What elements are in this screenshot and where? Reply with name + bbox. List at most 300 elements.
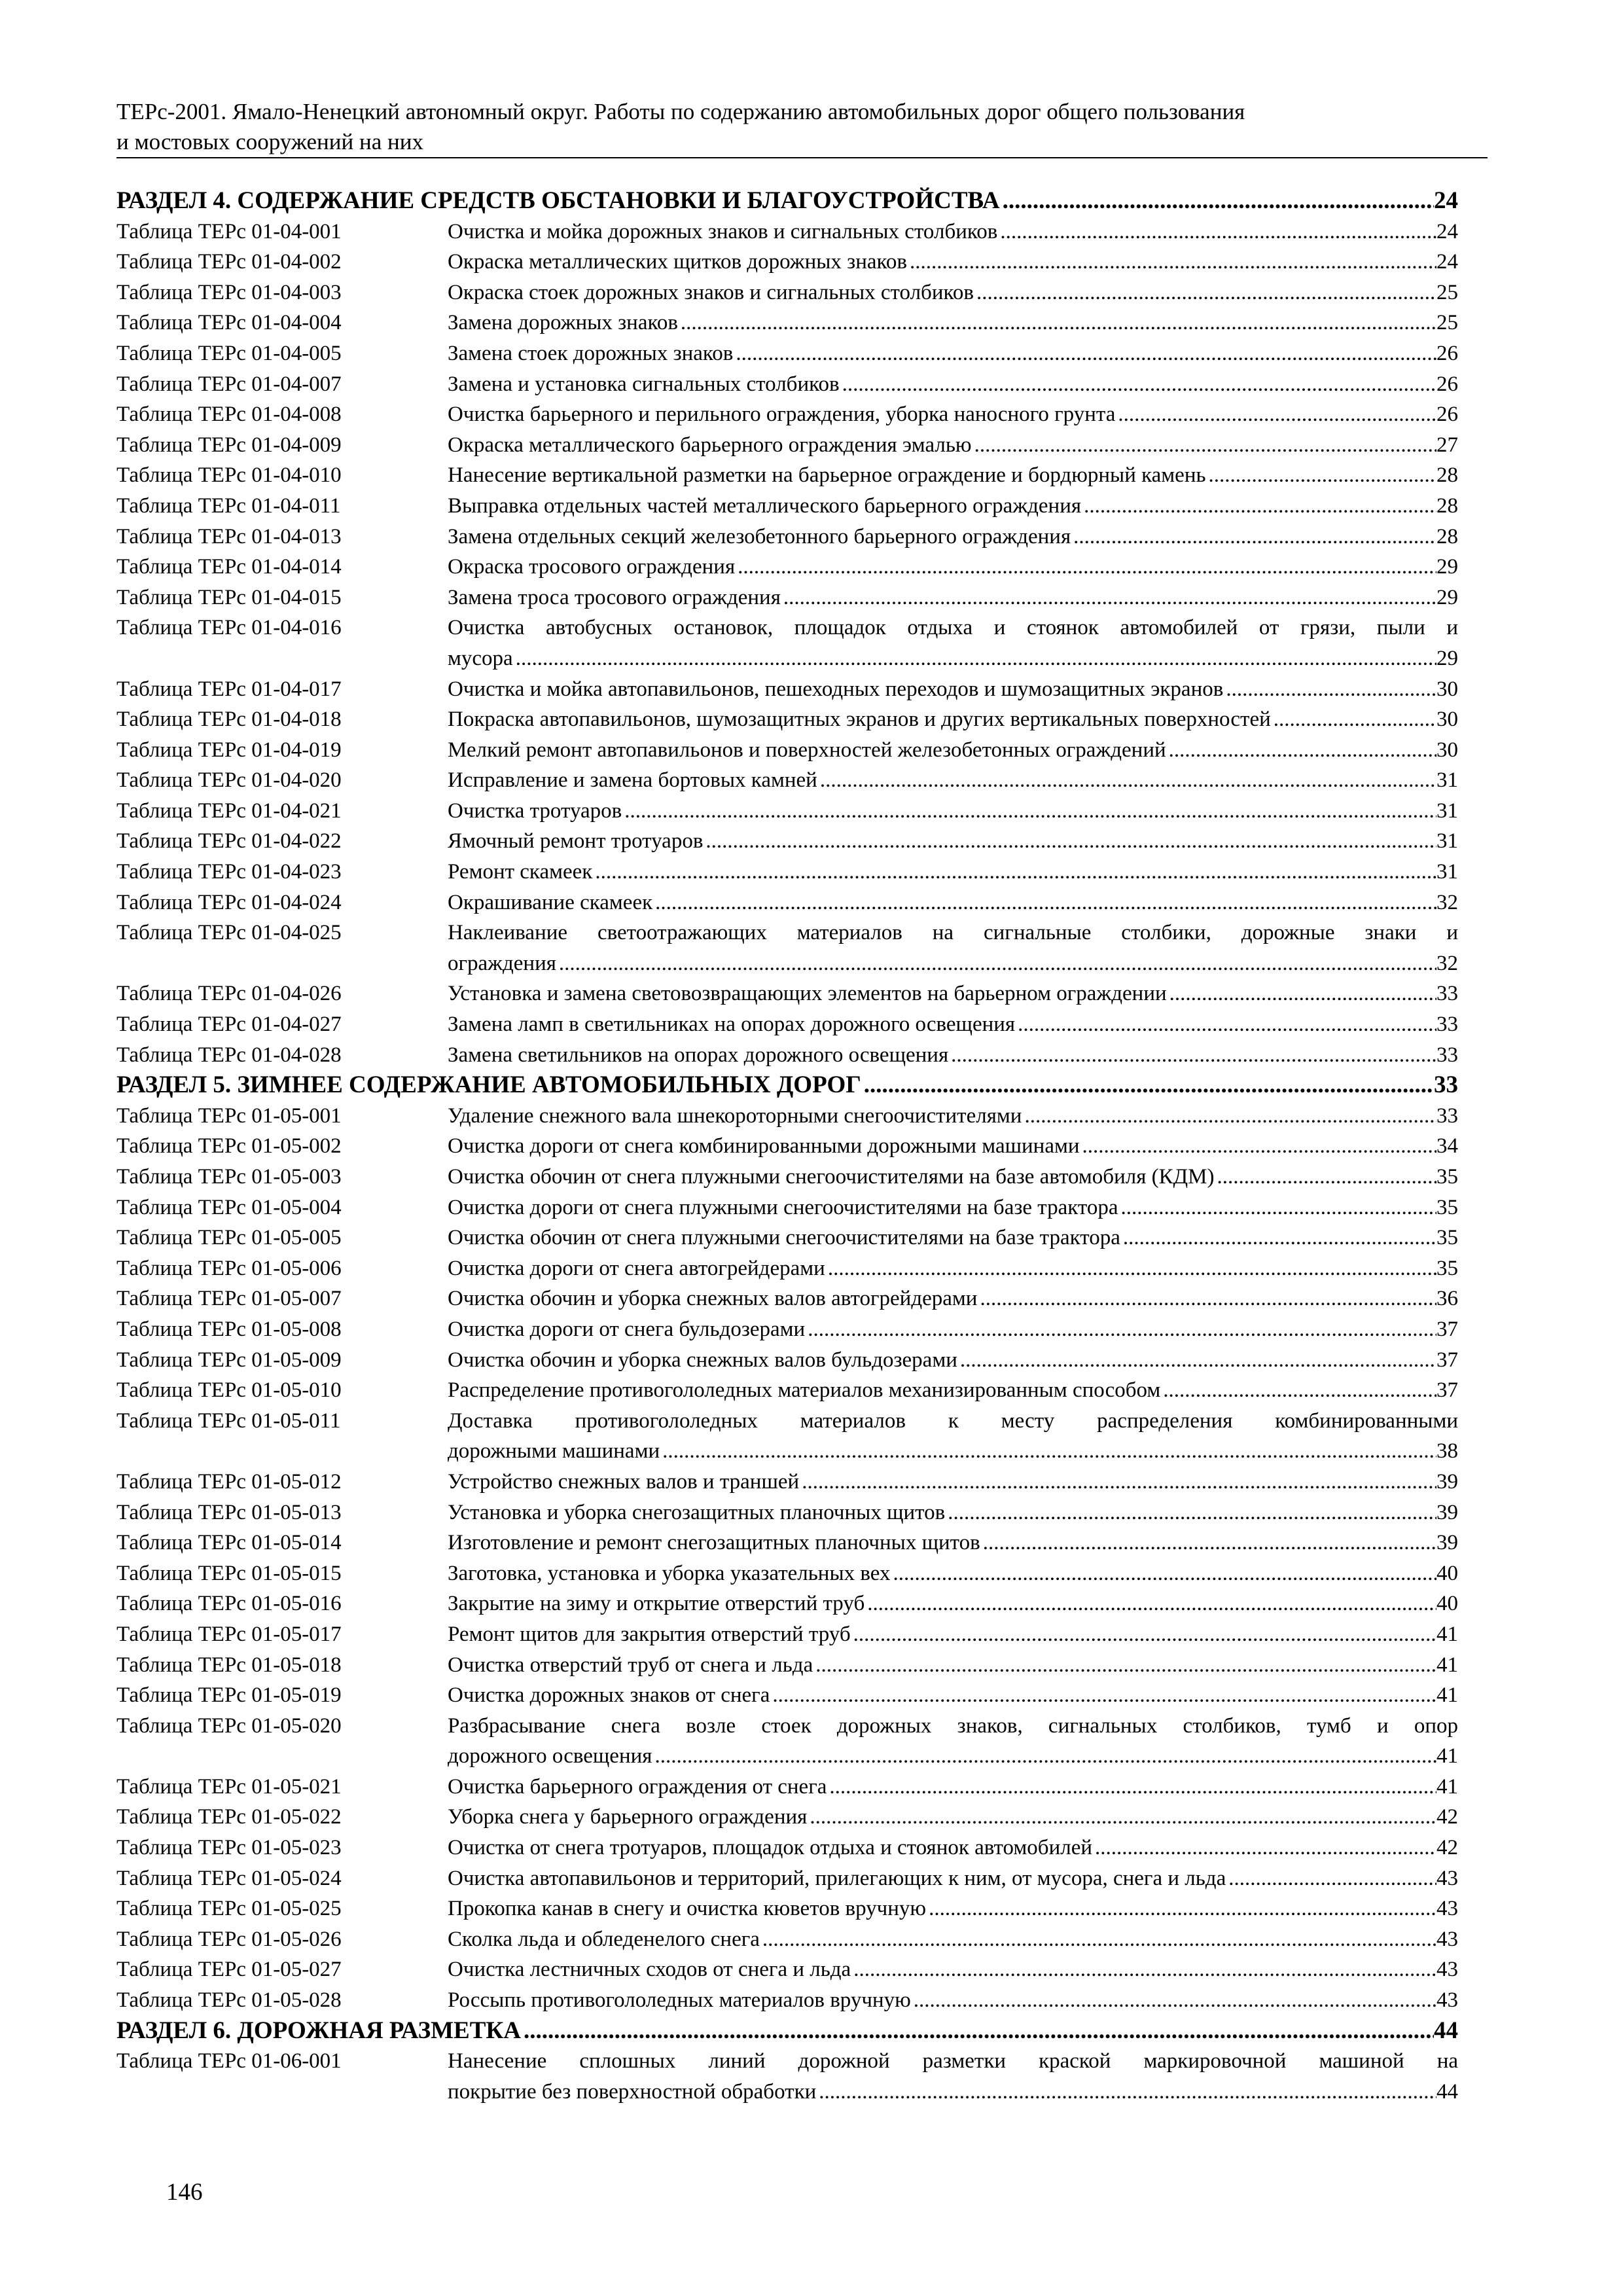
toc-entry[interactable] — [116, 1314, 1458, 1345]
entry-title-line — [448, 491, 1458, 522]
toc-entry[interactable] — [116, 1162, 1458, 1193]
toc-entry[interactable] — [116, 735, 1458, 766]
entry-page-number: 42 — [1436, 1805, 1458, 1829]
entry-title: Замена и установка сигнальных столбиков — [448, 372, 840, 396]
dot-leader — [703, 826, 1436, 857]
dot-leader — [1166, 735, 1436, 766]
dot-leader — [1271, 704, 1436, 735]
toc-entry[interactable] — [116, 1772, 1458, 1803]
dot-leader — [660, 1436, 1436, 1467]
entry-title-block — [448, 978, 1458, 1009]
section-page-number: 44 — [1434, 2017, 1458, 2044]
toc-entry[interactable] — [116, 613, 1458, 673]
entry-table-code: Таблица ТЕРс 01-04-018 — [116, 708, 342, 732]
entry-title-block — [448, 247, 1458, 278]
toc-entry[interactable] — [116, 1680, 1458, 1711]
entry-page-number: 31 — [1436, 798, 1458, 823]
section-page-number: 24 — [1434, 187, 1458, 214]
entry-title-line — [448, 1863, 1458, 1894]
entry-page-number: 31 — [1436, 829, 1458, 853]
entry-title: Замена отдельных секций железобетонного барьерного ограждения — [448, 524, 1071, 548]
entry-title-block — [448, 796, 1458, 827]
dot-leader — [807, 1802, 1436, 1833]
entry-page-number: 30 — [1436, 738, 1458, 762]
entry-page-number: 28 — [1436, 524, 1458, 548]
entry-table-code: Таблица ТЕРс 01-05-005 — [116, 1226, 342, 1250]
entry-title-line — [448, 1009, 1458, 1040]
entry-title: Очистка тротуаров — [448, 798, 622, 823]
entry-title: Удаление снежного вала шнекороторными снегоочистителями — [448, 1103, 1022, 1128]
dot-leader — [972, 430, 1436, 461]
entry-table-code: Таблица ТЕРс 01-05-020 — [116, 1713, 342, 1738]
entry-title-continuation: покрытие без поверхностной обработки — [448, 2079, 817, 2104]
dot-leader — [945, 1498, 1436, 1528]
entry-table-code: Таблица ТЕРс 01-05-025 — [116, 1897, 342, 1921]
toc-entry[interactable] — [116, 583, 1458, 613]
entry-title-block — [448, 1893, 1458, 1924]
entry-table-code: Таблица ТЕРс 01-05-024 — [116, 1866, 342, 1890]
entry-table-code: Таблица ТЕРс 01-04-007 — [116, 372, 342, 396]
entry-title-line — [448, 796, 1458, 827]
entry-table-code: Таблица ТЕРс 01-04-025 — [116, 921, 342, 945]
dot-leader — [817, 765, 1436, 796]
entry-title-block — [448, 1924, 1458, 1955]
entry-title: Выправка отдельных частей металлического барьерного ограждения — [448, 493, 1082, 518]
entry-title-block — [448, 1680, 1458, 1711]
entry-table-code: Таблица ТЕРс 01-05-023 — [116, 1836, 342, 1860]
entry-title: Окраска стоек дорожных знаков и сигнальных столбиков — [448, 280, 974, 304]
entry-title-block — [448, 491, 1458, 522]
entry-title-line — [448, 1650, 1458, 1681]
toc-entry[interactable] — [116, 704, 1458, 735]
entry-title-block — [448, 338, 1458, 369]
entry-title-block — [448, 278, 1458, 308]
toc-entry[interactable] — [116, 1283, 1458, 1314]
entry-title-block — [448, 1101, 1458, 1132]
entry-title-line — [448, 399, 1458, 430]
entry-table-code: Таблица ТЕРс 01-04-001 — [116, 219, 342, 243]
entry-title: Очистка дороги от снега плужными снегоочистителями на базе трактора — [448, 1195, 1118, 1219]
dot-leader — [948, 1040, 1436, 1071]
entry-page-number: 39 — [1436, 1500, 1458, 1524]
entry-title-line — [448, 1772, 1458, 1803]
dot-leader — [813, 1650, 1436, 1681]
entry-page-number: 41 — [1436, 1774, 1458, 1799]
entry-table-code: Таблица ТЕРс 01-05-002 — [116, 1134, 342, 1158]
entry-title-continuation-line — [448, 643, 1458, 674]
entry-page-number: 30 — [1436, 677, 1458, 701]
dot-leader — [1160, 1375, 1436, 1406]
entry-table-code: Таблица ТЕРс 01-04-008 — [116, 403, 342, 427]
dot-leader — [1092, 1833, 1436, 1863]
entry-page-number: 43 — [1436, 1897, 1458, 1921]
dot-leader — [861, 1070, 1434, 1100]
entry-title: Очистка дорожных знаков от снега — [448, 1683, 770, 1708]
entry-title: Очистка дороги от снега комбинированными дорожными машинами — [448, 1134, 1080, 1158]
entry-page-number: 29 — [1436, 585, 1458, 609]
entry-title-line — [448, 1223, 1458, 1253]
dot-leader — [907, 247, 1436, 278]
page-header — [116, 97, 1484, 157]
entry-table-code: Таблица ТЕРс 01-04-026 — [116, 982, 342, 1006]
dot-leader — [805, 1314, 1436, 1345]
entry-title: Замена дорожных знаков — [448, 311, 678, 335]
entry-title-line — [448, 1833, 1458, 1863]
dot-leader — [997, 217, 1436, 247]
entry-title-line — [448, 857, 1458, 888]
dot-leader — [1118, 1193, 1437, 1223]
entry-page-number: 37 — [1436, 1378, 1458, 1403]
entry-table-code: Таблица ТЕРс 01-05-018 — [116, 1653, 342, 1677]
entry-title: Замена стоек дорожных знаков — [448, 341, 734, 365]
toc-entry[interactable] — [116, 1040, 1458, 1071]
entry-title-line — [448, 583, 1458, 613]
dot-leader — [1223, 674, 1436, 705]
toc-entry[interactable] — [116, 1101, 1458, 1132]
dot-leader — [556, 948, 1436, 979]
entry-title-line — [448, 552, 1458, 583]
entry-title-block — [448, 460, 1458, 491]
entry-page-number: 41 — [1436, 1622, 1458, 1646]
entry-title-line — [448, 765, 1458, 796]
entry-title-block — [448, 735, 1458, 766]
entry-title-block — [448, 217, 1458, 247]
toc-entry[interactable] — [116, 2046, 1458, 2107]
entry-title-line — [448, 278, 1458, 308]
entry-title: Замена троса тросового ограждения — [448, 585, 781, 609]
entry-table-code: Таблица ТЕРс 01-04-017 — [116, 677, 342, 701]
entry-title-block — [448, 1802, 1458, 1833]
dot-leader — [781, 583, 1436, 613]
entry-title: Очистка дороги от снега автогрейдерами — [448, 1256, 825, 1280]
entry-title-line — [448, 1619, 1458, 1650]
entry-table-code: Таблица ТЕРс 01-05-008 — [116, 1317, 342, 1341]
toc-entry[interactable] — [116, 1619, 1458, 1650]
entry-page-number: 29 — [1436, 646, 1458, 670]
toc-entry[interactable] — [116, 1345, 1458, 1376]
entry-page-number: 41 — [1436, 1683, 1458, 1708]
entry-title-block — [448, 430, 1458, 461]
entry-title-line — [448, 1588, 1458, 1619]
toc-entry[interactable] — [116, 674, 1458, 705]
entry-page-number: 30 — [1436, 708, 1458, 732]
entry-page-number: 24 — [1436, 219, 1458, 243]
toc-section-heading[interactable] — [116, 1070, 1458, 1101]
entry-table-code: Таблица ТЕРс 01-05-012 — [116, 1469, 342, 1494]
entry-title-line — [448, 1314, 1458, 1345]
section-title: РАЗДЕЛ 6. ДОРОЖНАЯ РАЗМЕТКА — [116, 2017, 521, 2044]
entry-page-number: 43 — [1436, 1927, 1458, 1951]
toc-entry[interactable] — [116, 765, 1458, 796]
entry-table-code: Таблица ТЕРс 01-06-001 — [116, 2049, 342, 2073]
dot-leader — [1022, 1101, 1436, 1132]
toc-entry[interactable] — [116, 1863, 1458, 1894]
entry-title-line — [448, 1680, 1458, 1711]
entry-page-number: 35 — [1436, 1226, 1458, 1250]
entry-title-line — [448, 704, 1458, 735]
toc-entry[interactable] — [116, 1985, 1458, 2016]
toc-entry[interactable] — [116, 217, 1458, 247]
entry-title-line — [448, 430, 1458, 461]
dot-leader — [733, 338, 1436, 369]
entry-title-line — [448, 1498, 1458, 1528]
toc-entry[interactable] — [116, 1558, 1458, 1589]
dot-leader — [652, 1741, 1436, 1772]
entry-title-block — [448, 1314, 1458, 1345]
entry-title: Окрашивание скамеек — [448, 890, 653, 914]
toc-entry[interactable] — [116, 338, 1458, 369]
entry-page-number: 41 — [1436, 1653, 1458, 1677]
entry-page-number: 37 — [1436, 1348, 1458, 1372]
dot-leader — [816, 2077, 1436, 2108]
entry-title-continuation: мусора — [448, 646, 513, 670]
toc-entry[interactable] — [116, 430, 1458, 461]
entry-table-code: Таблица ТЕРс 01-04-016 — [116, 616, 342, 640]
entry-title: Очистка отверстий труб от снега и льда — [448, 1653, 813, 1677]
entry-table-code: Таблица ТЕРс 01-05-007 — [116, 1287, 342, 1311]
entry-title-line — [448, 1131, 1458, 1162]
entry-title: Очистка лестничных сходов от снега и льда — [448, 1958, 851, 1982]
entry-title-block — [448, 918, 1458, 978]
entry-title-continuation-line — [448, 1436, 1458, 1467]
entry-title-line — [448, 978, 1458, 1009]
toc-entry[interactable] — [116, 857, 1458, 888]
toc-entry[interactable] — [116, 460, 1458, 491]
entry-title: Мелкий ремонт автопавильонов и поверхностей железобетонных ограждений — [448, 738, 1166, 762]
entry-table-code: Таблица ТЕРс 01-05-006 — [116, 1256, 342, 1280]
entry-table-code: Таблица ТЕРс 01-04-002 — [116, 250, 342, 274]
entry-page-number: 42 — [1436, 1836, 1458, 1860]
entry-page-number: 24 — [1436, 250, 1458, 274]
dot-leader — [1115, 399, 1436, 430]
entry-title: Уборка снега у барьерного ограждения — [448, 1805, 808, 1829]
toc-entry[interactable] — [116, 399, 1458, 430]
entry-title-block — [448, 369, 1458, 400]
entry-table-code: Таблица ТЕРс 01-04-011 — [116, 493, 341, 518]
entry-page-number: 26 — [1436, 403, 1458, 427]
entry-title-block — [448, 1588, 1458, 1619]
entry-title: Очистка автобусных остановок, площадок отдыха и стоянок автомобилей от грязи, пыли и — [448, 616, 1458, 640]
entry-title: Очистка и мойка дорожных знаков и сигнальных столбиков — [448, 219, 998, 243]
dot-leader — [911, 1985, 1436, 2016]
toc-entry[interactable] — [116, 1924, 1458, 1955]
entry-title-line — [448, 1375, 1458, 1406]
entry-title-line — [448, 308, 1458, 338]
page-number: 146 — [166, 2179, 203, 2206]
dot-leader — [1015, 1009, 1436, 1040]
entry-page-number: 31 — [1436, 860, 1458, 884]
entry-title-block — [448, 552, 1458, 583]
entry-title: Покраска автопавильонов, шумозащитных экранов и других вертикальных поверхностей — [448, 708, 1271, 732]
toc-section-heading[interactable] — [116, 186, 1458, 217]
dot-leader — [521, 2016, 1434, 2046]
toc-entry[interactable] — [116, 796, 1458, 827]
entry-title-block — [448, 1711, 1458, 1772]
entry-table-code: Таблица ТЕРс 01-04-028 — [116, 1043, 342, 1067]
entry-page-number: 33 — [1436, 982, 1458, 1006]
entry-page-number: 32 — [1436, 951, 1458, 975]
entry-table-code: Таблица ТЕРс 01-05-016 — [116, 1592, 342, 1616]
entry-title-block — [448, 1406, 1458, 1467]
entry-title: Нанесение сплошных линий дорожной разметки краской маркировочной машиной на — [448, 2049, 1458, 2073]
entry-title-block — [448, 583, 1458, 613]
section-title: РАЗДЕЛ 4. СОДЕРЖАНИЕ СРЕДСТВ ОБСТАНОВКИ И БЛАГОУСТРОЙСТВА — [116, 187, 1000, 214]
entry-title-block — [448, 888, 1458, 918]
toc-entry[interactable] — [116, 1528, 1458, 1558]
entry-title-block — [448, 308, 1458, 338]
entry-title-block — [448, 1283, 1458, 1314]
toc-entry[interactable] — [116, 1193, 1458, 1223]
entry-table-code: Таблица ТЕРс 01-05-021 — [116, 1774, 342, 1799]
entry-title-line — [448, 1253, 1458, 1284]
entry-page-number: 39 — [1436, 1531, 1458, 1555]
entry-title-block — [448, 613, 1458, 673]
entry-table-code: Таблица ТЕРс 01-05-001 — [116, 1103, 342, 1128]
dot-leader — [840, 369, 1436, 400]
toc-entry[interactable] — [116, 369, 1458, 400]
toc-entry[interactable] — [116, 247, 1458, 278]
entry-title-block — [448, 1009, 1458, 1040]
toc-entry[interactable] — [116, 1406, 1458, 1467]
entry-title-line — [448, 460, 1458, 491]
entry-title: Ямочный ремонт тротуаров — [448, 829, 704, 853]
entry-table-code: Таблица ТЕРс 01-04-020 — [116, 768, 342, 793]
toc-entry[interactable] — [116, 978, 1458, 1009]
entry-title: Разбрасывание снега возле стоек дорожных знаков, сигнальных столбиков, тумб и опор — [448, 1713, 1458, 1738]
entry-page-number: 25 — [1436, 311, 1458, 335]
entry-title: Окраска металлических щитков дорожных знаков — [448, 250, 907, 274]
entry-title-block — [448, 1558, 1458, 1589]
entry-table-code: Таблица ТЕРс 01-04-015 — [116, 585, 342, 609]
toc-entry[interactable] — [116, 1893, 1458, 1924]
toc-entry[interactable] — [116, 1954, 1458, 1985]
toc-entry[interactable] — [116, 826, 1458, 857]
dot-leader — [678, 308, 1436, 338]
entry-title-block — [448, 765, 1458, 796]
toc-entry[interactable] — [116, 308, 1458, 338]
entry-table-code: Таблица ТЕРс 01-04-014 — [116, 555, 342, 579]
toc-entry[interactable] — [116, 1253, 1458, 1284]
entry-title-continuation: дорожными машинами — [448, 1439, 660, 1463]
entry-table-code: Таблица ТЕРс 01-04-003 — [116, 280, 342, 304]
toc-entry[interactable] — [116, 278, 1458, 308]
toc-entry[interactable] — [116, 1498, 1458, 1528]
toc-entry[interactable] — [116, 1802, 1458, 1833]
entry-page-number: 41 — [1436, 1744, 1458, 1768]
dot-leader — [851, 1954, 1436, 1985]
header-divider — [116, 157, 1488, 158]
entry-title-continuation: дорожного освещения — [448, 1744, 652, 1768]
entry-page-number: 33 — [1436, 1103, 1458, 1128]
dot-leader — [957, 1345, 1436, 1376]
toc-entry[interactable] — [116, 1833, 1458, 1863]
entry-title-block — [448, 1131, 1458, 1162]
dot-leader — [652, 888, 1436, 918]
toc-entry[interactable] — [116, 888, 1458, 918]
entry-table-code: Таблица ТЕРс 01-05-027 — [116, 1958, 342, 1982]
entry-title-block — [448, 522, 1458, 552]
entry-table-code: Таблица ТЕРс 01-04-024 — [116, 890, 342, 914]
toc-section-heading[interactable] — [116, 2016, 1458, 2047]
entry-page-number: 28 — [1436, 463, 1458, 488]
dot-leader — [1000, 186, 1434, 216]
toc-entry[interactable] — [116, 918, 1458, 978]
entry-page-number: 35 — [1436, 1165, 1458, 1189]
entry-page-number: 35 — [1436, 1256, 1458, 1280]
entry-title: Окраска тросового ограждения — [448, 555, 736, 579]
entry-table-code: Таблица ТЕРс 01-04-005 — [116, 341, 342, 365]
entry-table-code: Таблица ТЕРс 01-04-021 — [116, 798, 342, 823]
toc-entry[interactable] — [116, 522, 1458, 552]
entry-title: Нанесение вертикальной разметки на барьерное ограждение и бордюрный камень — [448, 463, 1206, 488]
entry-page-number: 33 — [1436, 1013, 1458, 1037]
entry-title-block — [448, 1162, 1458, 1193]
dot-leader — [974, 278, 1436, 308]
entry-title-block — [448, 1467, 1458, 1498]
dot-leader — [926, 1893, 1436, 1924]
entry-title-block — [448, 1985, 1458, 2016]
dot-leader — [1120, 1223, 1436, 1253]
toc-entry[interactable] — [116, 1375, 1458, 1406]
dot-leader — [799, 1467, 1436, 1498]
entry-title: Очистка обочин от снега плужными снегоочистителями на базе автомобиля (КДМ) — [448, 1165, 1215, 1189]
entry-title-block — [448, 1345, 1458, 1376]
entry-title-line — [448, 1345, 1458, 1376]
toc-entry[interactable] — [116, 1650, 1458, 1681]
entry-title: Очистка обочин и уборка снежных валов автогрейдерами — [448, 1287, 978, 1311]
entry-page-number: 26 — [1436, 372, 1458, 396]
entry-title-line — [448, 1040, 1458, 1071]
toc-entry[interactable] — [116, 1588, 1458, 1619]
dot-leader — [1206, 460, 1436, 491]
toc-entry[interactable] — [116, 491, 1458, 522]
toc-entry[interactable] — [116, 1131, 1458, 1162]
entry-title: Очистка барьерного и перильного ограждения, уборка наносного грунта — [448, 403, 1116, 427]
entry-title: Сколка льда и обледенелого снега — [448, 1927, 760, 1951]
dot-leader — [825, 1253, 1436, 1284]
entry-title: Замена ламп в светильниках на опорах дорожного освещения — [448, 1013, 1016, 1037]
entry-title: Очистка дороги от снега бульдозерами — [448, 1317, 806, 1341]
entry-page-number: 40 — [1436, 1561, 1458, 1585]
dot-leader — [851, 1619, 1436, 1650]
entry-title-line — [448, 1924, 1458, 1955]
dot-leader — [760, 1924, 1436, 1955]
entry-title: Установка и замена световозвращающих элементов на барьерном ограждении — [448, 982, 1167, 1006]
entry-table-code: Таблица ТЕРс 01-05-010 — [116, 1378, 342, 1403]
entry-title: Ремонт скамеек — [448, 860, 593, 884]
header-title-line-1: ТЕРс-2001. Ямало-Ненецкий автономный округ. Работы по содержанию автомобильных дорог общего пользования — [116, 99, 1245, 124]
toc-entry[interactable] — [116, 1711, 1458, 1772]
entry-page-number: 38 — [1436, 1439, 1458, 1463]
dot-leader — [827, 1772, 1436, 1803]
entry-title: Наклеивание светоотражающих материалов на сигнальные столбики, дорожные знаки и — [448, 921, 1458, 945]
toc-entry[interactable] — [116, 1467, 1458, 1498]
toc-entry[interactable] — [116, 1223, 1458, 1253]
entry-page-number: 37 — [1436, 1317, 1458, 1341]
toc-entry[interactable] — [116, 1009, 1458, 1040]
entry-table-code: Таблица ТЕРс 01-04-023 — [116, 860, 342, 884]
toc-entry[interactable] — [116, 552, 1458, 583]
entry-title: Закрытие на зиму и открытие отверстий труб — [448, 1592, 865, 1616]
dot-leader — [1071, 522, 1436, 552]
entry-title-block — [448, 1772, 1458, 1803]
entry-table-code: Таблица ТЕРс 01-05-004 — [116, 1195, 342, 1219]
entry-title-block — [448, 399, 1458, 430]
entry-table-code: Таблица ТЕРс 01-05-013 — [116, 1500, 342, 1524]
entry-table-code: Таблица ТЕРс 01-05-011 — [116, 1408, 341, 1433]
dot-leader — [622, 796, 1436, 827]
entry-title-line — [448, 1954, 1458, 1985]
